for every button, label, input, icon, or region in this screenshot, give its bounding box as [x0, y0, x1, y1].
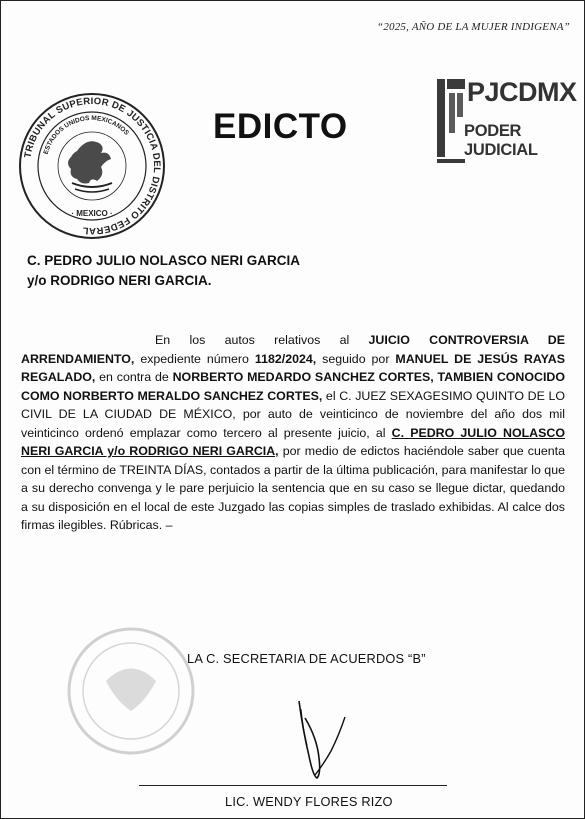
eagle-emblem-icon [68, 141, 112, 192]
tribunal-seal [17, 91, 167, 241]
seal-graphic [17, 91, 167, 241]
body-text: en contra de [95, 370, 173, 384]
stamp-graphic-icon [61, 621, 201, 761]
document-title: EDICTO [213, 107, 348, 146]
seal-ring-text: TRIBUNAL SUPERIOR DE JUSTICIA DEL DISTRITO FEDERAL [22, 95, 163, 237]
body-text: por medio de edictos haciéndole saber que cuenta con el término de TREINTA DÍAS, contados a partir de la última publicación, para manifestar lo que a su derecho convenga y le pare perjuicio la sentencia que en su caso se llegue dictar, quedando a su disposición en el local de este Juzgado las copias simples de traslado exhibidas. Al calce dos firmas ilegibles. Rúbricas. – [21, 444, 566, 532]
signature-mark-icon [271, 689, 361, 789]
seal-bottom-text: · MEXICO · [71, 209, 113, 218]
body-text: expediente número [134, 351, 255, 366]
signature-line [139, 785, 447, 786]
header-motto: “2025, AÑO DE LA MUJER INDIGENA” [377, 21, 570, 33]
defendant-name: NORBERTO MEDARDO SANCHEZ CORTES, TAMBIEN CONOCIDO COMO NORBERTO MERALDO SANCHEZ CORTES, [21, 370, 565, 403]
court-stamp [61, 621, 201, 761]
body-bold: JUICIO CONTROVERSIA DE ARRENDAMIENTO, [21, 333, 565, 366]
addressee-line-2: y/o RODRIGO NERI GARCIA. [27, 273, 212, 288]
summoned-party: C. PEDRO JULIO NOLASCO NERI GARCIA y/o RODRIGO NERI GARCIA, [21, 425, 565, 458]
plaintiff-name: MANUEL DE JESÚS RAYAS REGALADO, [21, 351, 565, 384]
case-number: 1182/2024, [254, 351, 317, 366]
body-text: el C. JUEZ SEXAGESIMO QUINTO DE LO CIVIL DE LA CIUDAD DE MÉXICO, por auto de veinticinco de noviembre del año dos mil veinticinco ordenó emplazar como tercero al presente juicio, al [21, 388, 566, 440]
body-text: seguido por [316, 351, 396, 366]
handwritten-signature [271, 689, 361, 789]
addressee-block [27, 251, 300, 291]
addressee-line-1: C. PEDRO JULIO NOLASCO NERI GARCIA [27, 253, 301, 268]
logo-poder-judicial-text: PODER JUDICIAL [464, 122, 538, 159]
edict-body [21, 331, 565, 535]
signer-name: LIC. WENDY FLORES RIZO [225, 794, 393, 809]
body-text: En los autos relativos al [155, 333, 369, 347]
logo-pjcdmx-text: PJCDMX [467, 77, 577, 107]
seal-inner-text: ESTADOS UNIDOS MEXICANOS [42, 114, 131, 156]
secretary-title: LA C. SECRETARIA DE ACUERDOS “B” [187, 651, 426, 666]
